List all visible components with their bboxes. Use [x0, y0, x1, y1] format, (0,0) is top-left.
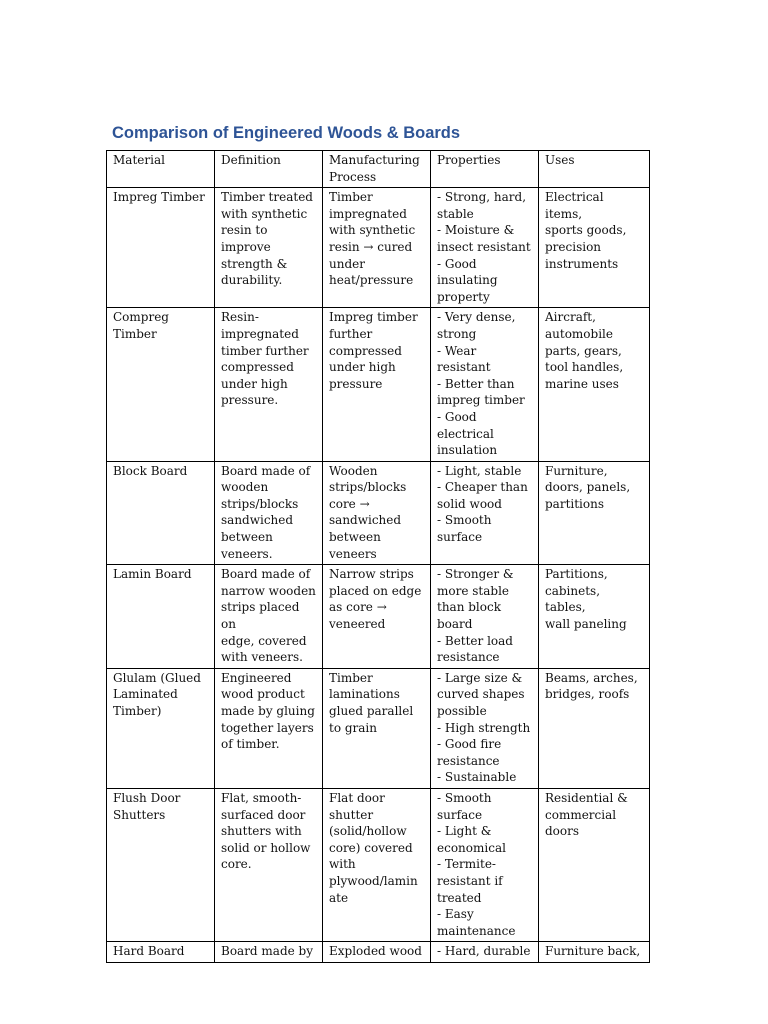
cell-definition: Board made of narrow wooden strips placed on edge, covered with veneers.: [215, 565, 323, 669]
cell-properties: - Large size & curved shapes possible - High strength - Good fire resistance - Sustainable: [431, 668, 539, 788]
header-properties: Properties: [431, 151, 539, 188]
cell-uses: Partitions, cabinets, tables, wall paneling: [539, 565, 650, 669]
cell-process: Impreg timber further compressed under high pressure: [323, 308, 431, 461]
comparison-table: [106, 150, 650, 963]
table-header-row: [107, 151, 650, 188]
cell-uses: Furniture back,: [539, 942, 650, 963]
cell-uses: Furniture, doors, panels, partitions: [539, 461, 650, 565]
cell-process: Narrow strips placed on edge as core → veneered: [323, 565, 431, 669]
table-row: [107, 788, 650, 941]
cell-process: Timber laminations glued parallel to grain: [323, 668, 431, 788]
header-definition: Definition: [215, 151, 323, 188]
cell-uses: Residential & commercial doors: [539, 788, 650, 941]
cell-material: Flush Door Shutters: [107, 788, 215, 941]
cell-uses: Beams, arches, bridges, roofs: [539, 668, 650, 788]
table-row: [107, 188, 650, 308]
cell-material: Impreg Timber: [107, 188, 215, 308]
cell-definition: Board made by: [215, 942, 323, 963]
cell-properties: - Hard, durable: [431, 942, 539, 963]
cell-material: Block Board: [107, 461, 215, 565]
document-title: Comparison of Engineered Woods & Boards: [112, 124, 461, 142]
header-manufacturing-process: Manufacturing Process: [323, 151, 431, 188]
cell-properties: - Light, stable - Cheaper than solid wood - Smooth surface: [431, 461, 539, 565]
cell-material: Hard Board: [107, 942, 215, 963]
cell-process: Timber impregnated with synthetic resin → cured under heat/pressure: [323, 188, 431, 308]
table-row: [107, 668, 650, 788]
cell-properties: - Very dense, strong - Wear resistant - Better than impreg timber - Good electrical insulation: [431, 308, 539, 461]
table-row: [107, 308, 650, 461]
cell-definition: Engineered wood product made by gluing together layers of timber.: [215, 668, 323, 788]
header-material: Material: [107, 151, 215, 188]
header-uses: Uses: [539, 151, 650, 188]
cell-material: Compreg Timber: [107, 308, 215, 461]
cell-definition: Board made of wooden strips/blocks sandwiched between veneers.: [215, 461, 323, 565]
cell-definition: Flat, smooth- surfaced door shutters with solid or hollow core.: [215, 788, 323, 941]
cell-process: Exploded wood: [323, 942, 431, 963]
cell-process: Flat door shutter (solid/hollow core) covered with plywood/lamin ate: [323, 788, 431, 941]
table-row: [107, 942, 650, 963]
cell-material: Glulam (Glued Laminated Timber): [107, 668, 215, 788]
cell-material: Lamin Board: [107, 565, 215, 669]
cell-uses: Aircraft, automobile parts, gears, tool handles, marine uses: [539, 308, 650, 461]
cell-definition: Timber treated with synthetic resin to improve strength & durability.: [215, 188, 323, 308]
cell-process: Wooden strips/blocks core → sandwiched between veneers: [323, 461, 431, 565]
table-row: [107, 565, 650, 669]
cell-properties: - Strong, hard, stable - Moisture & insect resistant - Good insulating property: [431, 188, 539, 308]
cell-properties: - Smooth surface - Light & economical - Termite- resistant if treated - Easy maintenance: [431, 788, 539, 941]
cell-definition: Resin- impregnated timber further compressed under high pressure.: [215, 308, 323, 461]
cell-uses: Electrical items, sports goods, precision instruments: [539, 188, 650, 308]
cell-properties: - Stronger & more stable than block board - Better load resistance: [431, 565, 539, 669]
table-row: [107, 461, 650, 565]
